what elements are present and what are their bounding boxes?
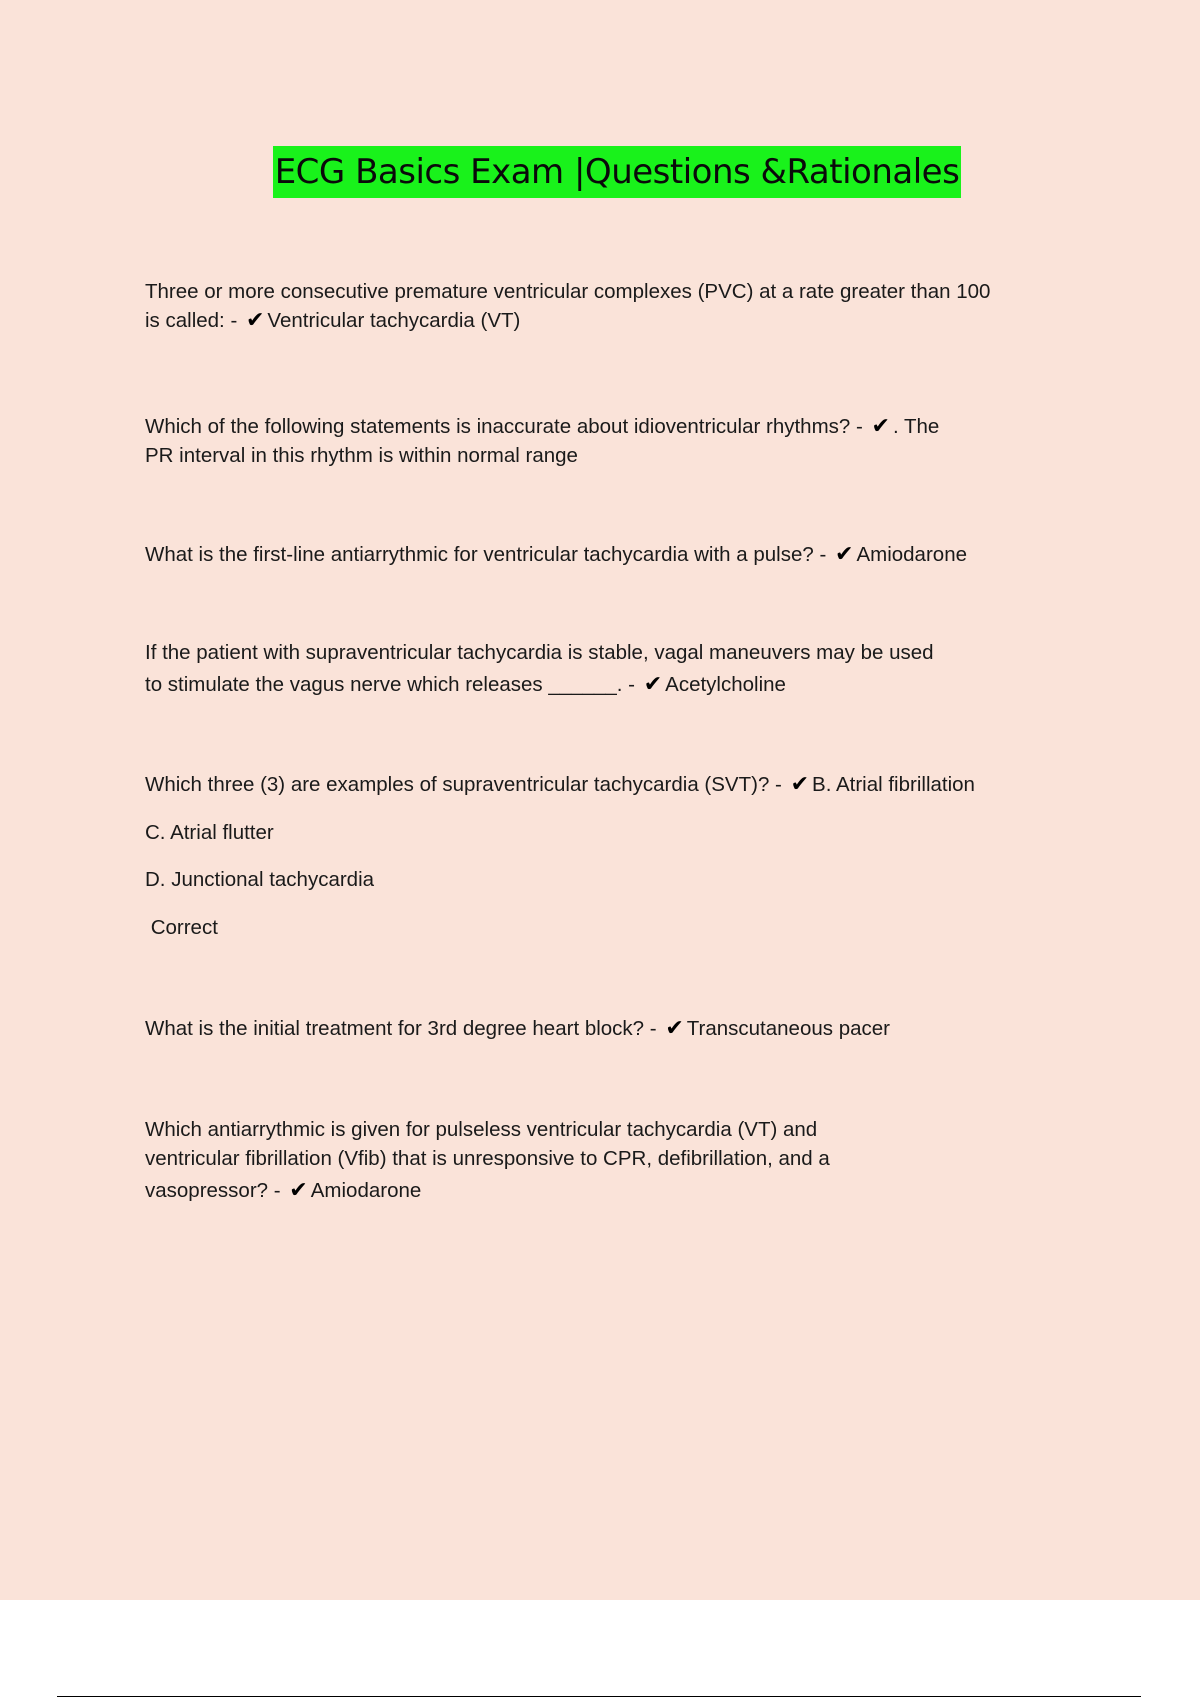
checkmark-icon: ✔: [289, 1178, 308, 1203]
question-text: Which antiarrythmic is given for pulseless ventricular tachycardia (VT) and: [145, 1118, 818, 1141]
question-text: Three or more consecutive premature ventricular complexes (PVC) at a rate greater than 100: [145, 280, 991, 303]
checkmark-icon: ✔: [665, 1016, 684, 1041]
question-text: Which three (3) are examples of supraventricular tachycardia (SVT)? -: [145, 773, 782, 796]
question-line: [145, 1014, 1085, 1043]
question-line: [145, 306, 1085, 335]
question-line: [145, 441, 1085, 470]
question-text: What is the initial treatment for 3rd degree heart block? -: [145, 1017, 657, 1040]
answer-option: D. Junctional tachycardia: [145, 868, 375, 891]
checkmark-icon: ✔: [871, 414, 890, 439]
checkmark-icon: ✔: [643, 672, 663, 697]
qa-item-3: [145, 540, 1085, 569]
question-line: [145, 412, 1085, 441]
question-line: [145, 1115, 1085, 1144]
checkmark-icon: ✔: [245, 308, 265, 333]
qa-item-5: [145, 770, 1085, 799]
answer-text: Acetylcholine: [665, 673, 786, 696]
footer-divider: [57, 1696, 1141, 1697]
answer-text: Amiodarone: [856, 543, 967, 566]
question-text: to stimulate the vagus nerve which releases ______. -: [145, 673, 635, 696]
question-line: [145, 277, 1085, 306]
answer-text: Transcutaneous pacer: [686, 1017, 890, 1040]
qa-item-4: [145, 638, 1085, 699]
question-text: ventricular fibrillation (Vfib) that is unresponsive to CPR, defibrillation, and a: [145, 1147, 830, 1170]
answer-text: B. Atrial fibrillation: [812, 773, 975, 796]
qa-item-1: [145, 277, 1085, 335]
answer-text: Amiodarone: [310, 1179, 422, 1202]
answer-text: Ventricular tachycardia (VT): [267, 309, 521, 332]
question-text: Which of the following statements is inaccurate about idioventricular rhythms? -: [145, 415, 863, 438]
qa-item-7: [145, 1115, 1085, 1205]
question-text: is called: -: [145, 309, 238, 332]
title-container: [0, 146, 1200, 198]
question-line: [145, 540, 1085, 569]
answer-status: Correct: [145, 916, 218, 939]
document-title: ECG Basics Exam |Questions &Rationales: [273, 146, 962, 198]
question-line: [145, 638, 1085, 667]
answer-text: . The: [892, 415, 940, 438]
question-text: If the patient with supraventricular tachycardia is stable, vagal maneuvers may be used: [145, 641, 934, 664]
qa-item-6: [145, 1014, 1085, 1043]
question-line: [145, 770, 1085, 799]
question-text: vasopressor? -: [145, 1179, 281, 1202]
question-line: [145, 1144, 1085, 1173]
checkmark-icon: ✔: [835, 542, 854, 567]
question-line: [145, 1176, 1085, 1205]
question-text: PR interval in this rhythm is within normal range: [145, 444, 578, 467]
qa-item-2: [145, 412, 1085, 470]
question-text: What is the first-line antiarrythmic for ventricular tachycardia with a pulse? -: [145, 543, 827, 566]
answer-option: C. Atrial flutter: [145, 821, 274, 844]
question-line: [145, 670, 1085, 699]
checkmark-icon: ✔: [790, 772, 810, 797]
